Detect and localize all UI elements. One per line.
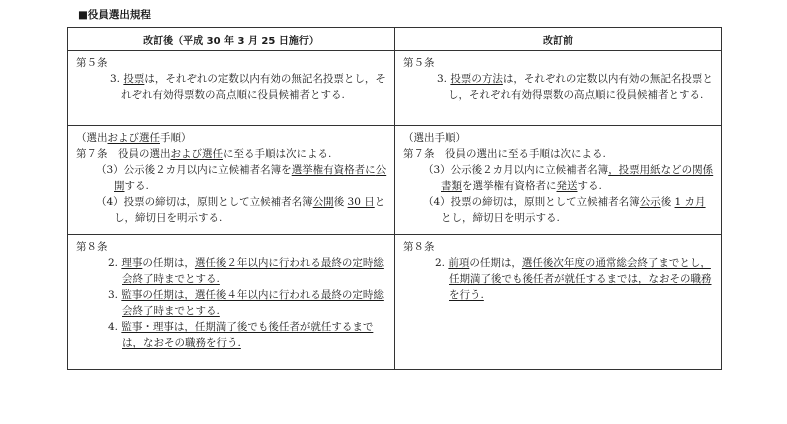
article-5-paragraph-3-previous: 3. 投票の方法は，それぞれの定数以内有効の無記名投票とし，それぞれ有効得票数の高点順に役員候補者とする. [437,73,713,101]
column-header-previous: 改訂前 [395,28,722,51]
table-row-article-5 [68,51,722,126]
cell-revised-article-8 [68,235,395,370]
article-7-caption-previous: （選出手順） [403,132,466,144]
article-7-item-4-previous: （4）投票の締切は，原則として立候補者名簿公示後 1 カ月とし，締切日を明示する. [423,196,706,224]
article-8-item-2-previous: 2. 前項の任期は，選任後次年度の通常総会終了までとし，任期満了後でも後任者が就任するまでは，なおその職務を行う. [435,257,712,301]
cell-previous-article-8 [395,235,722,370]
article-7-item-3-revised: （3）公示後２カ月以内に立候補者名簿を選挙権有資格者に公開する. [96,164,387,192]
article-8-item-3-revised: 3. 監事の任期は，選任後４年以内に行われる最終の定時総会終了時までとする. [108,289,384,317]
table-header-row [68,28,722,51]
article-7-title-revised: 第７条 役員の選出および選任に至る手順は次による. [76,148,332,160]
comparison-table [67,27,722,370]
article-5-title-previous: 第５条 [403,57,435,69]
cell-revised-article-5 [68,51,395,126]
article-8-item-2-revised: 2. 理事の任期は，選任後２年以内に行われる最終の定時総会終了時までとする. [108,257,384,285]
article-7-item-3-previous: （3）公示後２カ月以内に立候補者名簿，投票用紙などの関係書類を選挙権有資格者に発送する. [423,164,714,192]
table-row-article-7 [68,126,722,235]
article-5-title-revised: 第５条 [76,57,108,69]
article-7-item-4-revised: （4）投票の締切は，原則として立候補者名簿公開後 30 日とし，締切日を明示する. [96,196,386,224]
cell-previous-article-5 [395,51,722,126]
article-8-title-revised: 第８条 [76,241,108,253]
article-8-item-4-revised: 4. 監事・理事は，任期満了後でも後任者が就任するまでは，なおその職務を行う. [108,321,374,349]
column-header-revised: 改訂後（平成 30 年 3 月 25 日施行） [68,28,395,51]
page-heading: ■役員選出規程 [78,9,151,21]
article-5-paragraph-3-revised: 3. 投票は，それぞれの定数以内有効の無記名投票とし，それぞれ有効得票数の高点順に役員候補者とする. [110,73,386,101]
cell-revised-article-7 [68,126,395,235]
cell-previous-article-7 [395,126,722,235]
table-row-article-8 [68,235,722,370]
article-8-title-previous: 第８条 [403,241,435,253]
article-7-caption-revised: （選出および選任手順） [76,132,192,144]
article-7-title-previous: 第７条 役員の選出に至る手順は次による. [403,148,606,160]
